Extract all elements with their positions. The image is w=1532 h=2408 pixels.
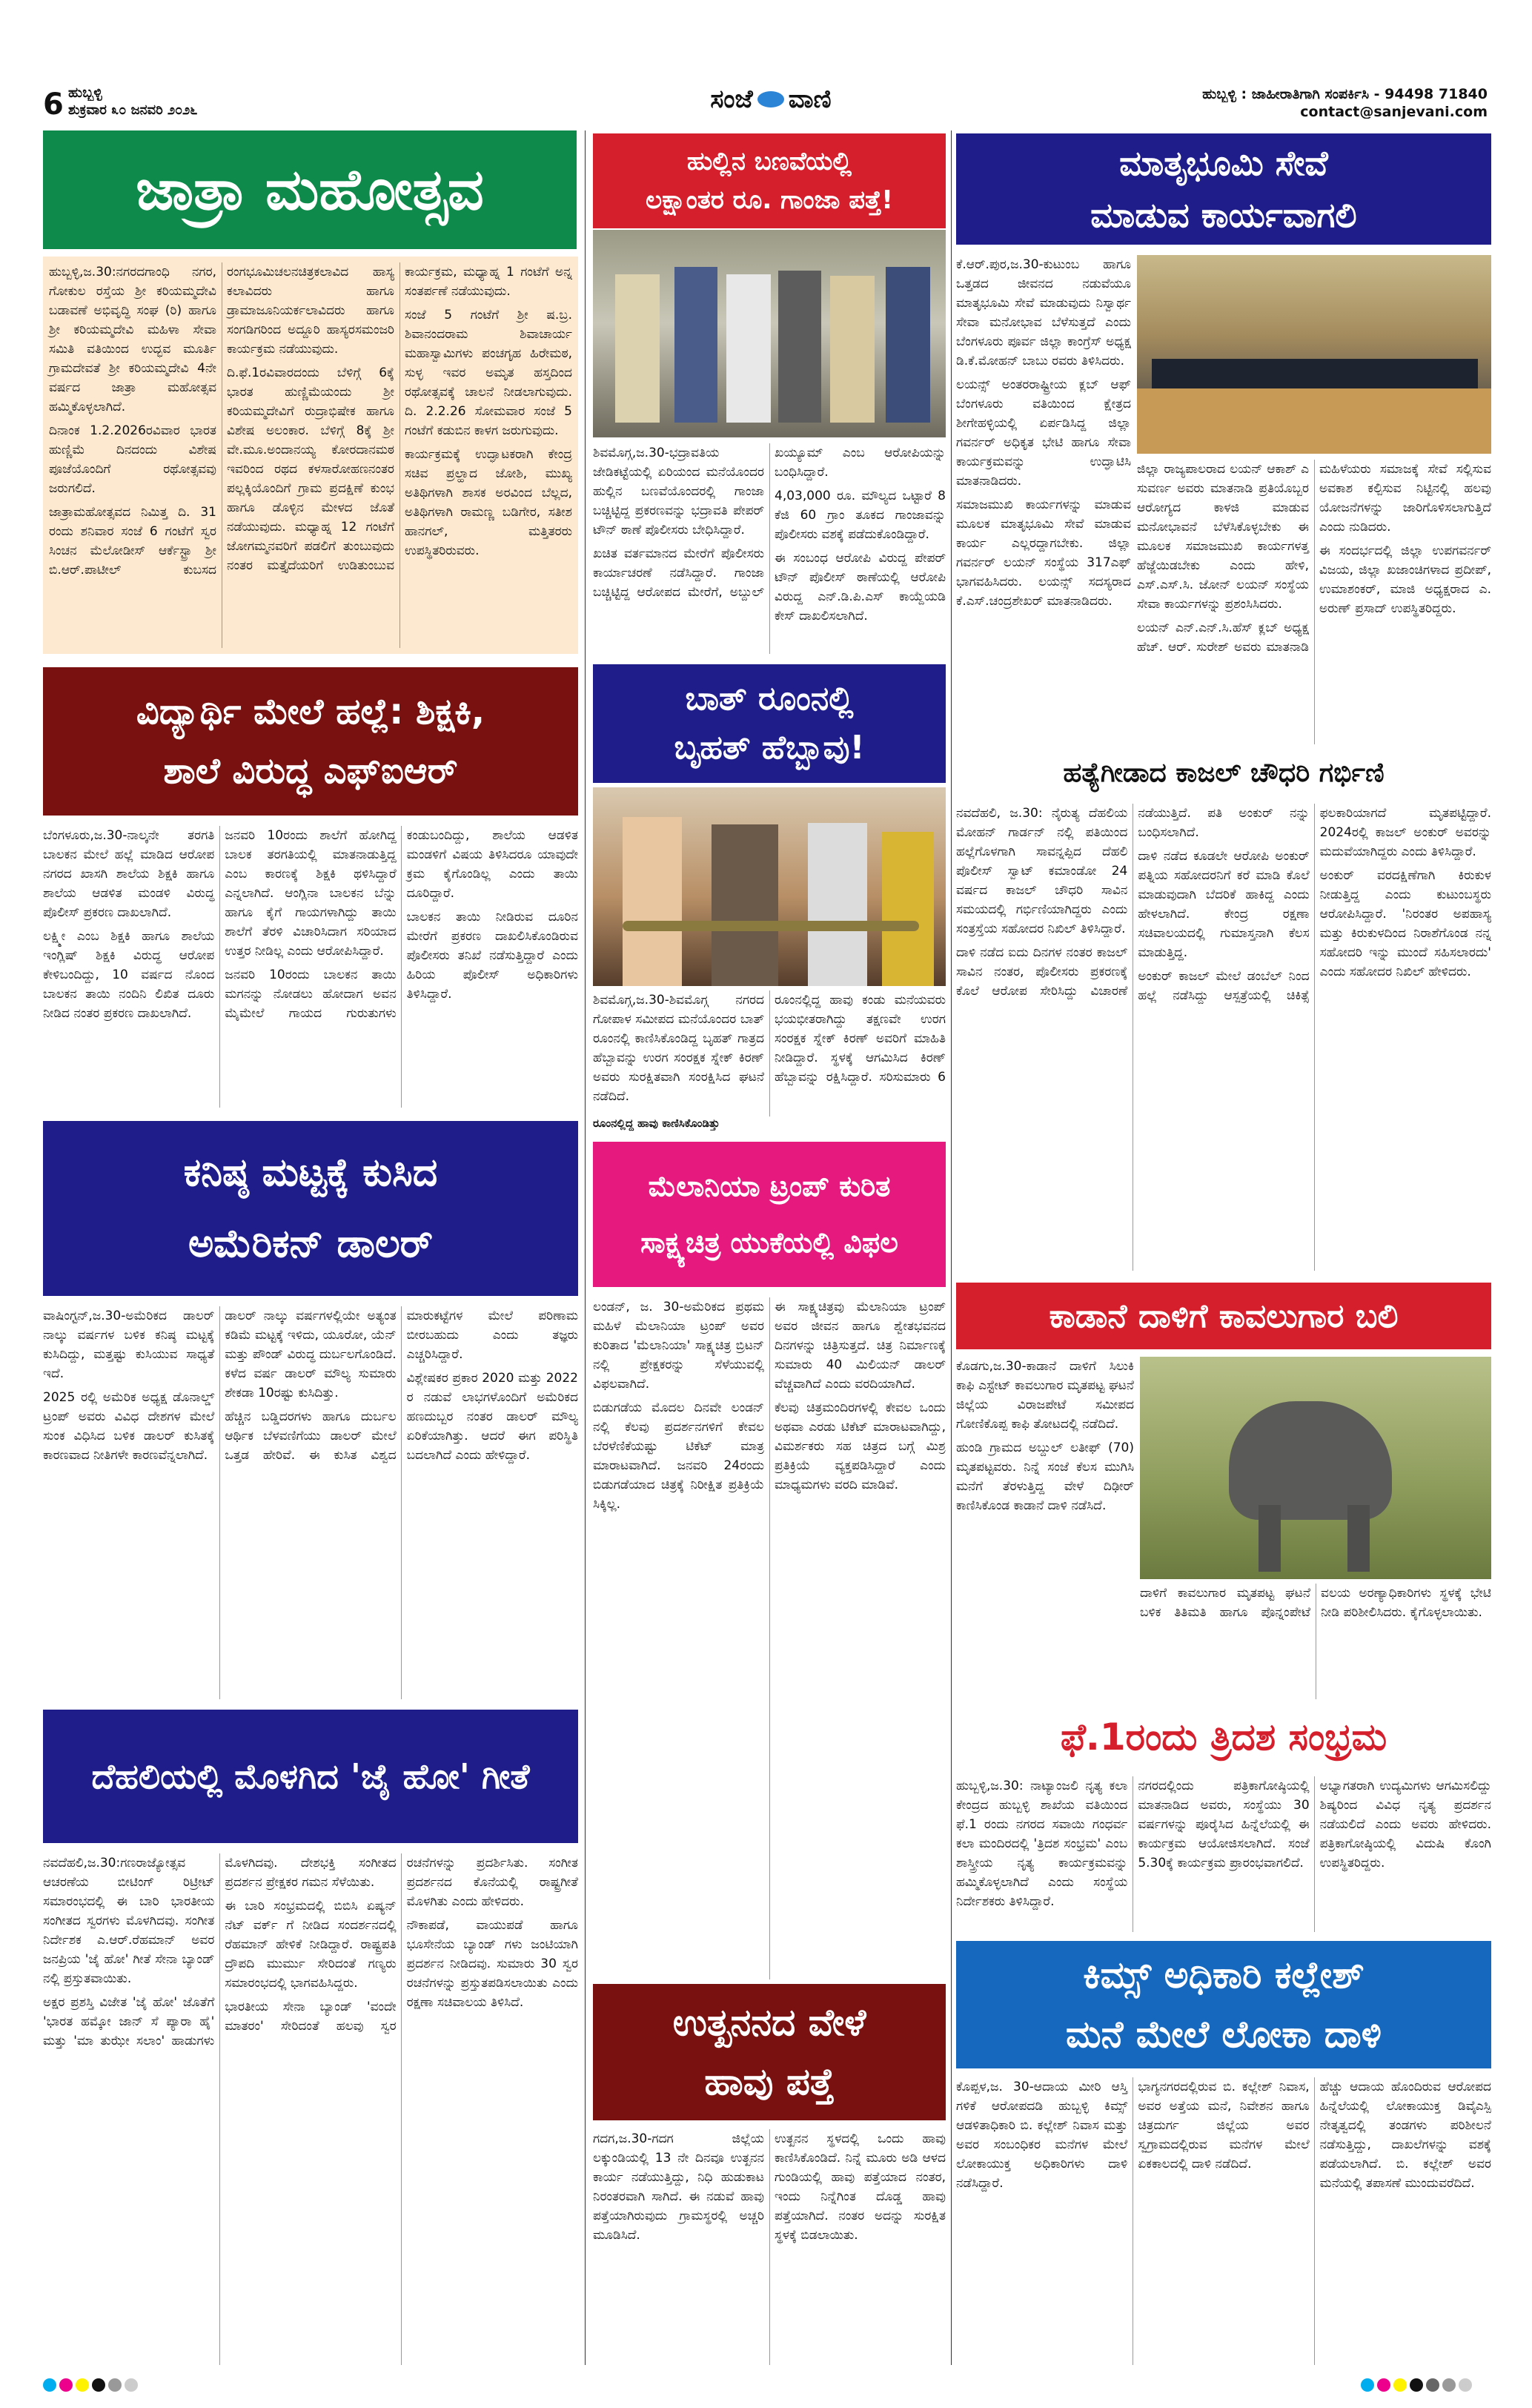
registration-marks-right: [1361, 2378, 1494, 2396]
elephant-body-left: ಕೊಡಗು,ಜ.30-ಕಾಡಾನೆ ದಾಳಿಗೆ ಸಿಲುಕಿ ಕಾಫಿ ಎಸ್ಟೇಟ್ ಕಾವಲುಗಾರ ಮೃತಪಟ್ಟ ಘಟನೆ ಜಿಲ್ಲೆಯ ವಿರಾಜಪೇಟೆ ಸಮೀಪದ ಗೋಣಿಕೊಪ್ಪ ಕಾಫಿ ತೋಟದಲ್ಲಿ ನಡೆದಿದೆ. ಹುಂಡಿ ಗ್ರಾಮದ ಅಬ್ದುಲ್ ಲತೀಫ್ (70) ಮೃತಪಟ್ಟವರು. ನಿನ್ನೆ ಸಂಜೆ ಕೆಲಸ ಮುಗಿಸಿ ಮನೆಗೆ ತೆರಳುತ್ತಿದ್ದ ವೇಳೆ ದಿಢೀರ್ ಕಾಣಿಸಿಕೊಂಡ ಕಾಡಾನೆ ದಾಳಿ ನಡೆಸಿದೆ.: [956, 1359, 1134, 1513]
vidyarthi-body: ಬೆಂಗಳೂರು,ಜ.30-ನಾಲ್ಕನೇ ತರಗತಿ ಬಾಲಕನ ಮೇಲೆ ಹಲ್ಲೆ ಮಾಡಿದ ಆರೋಪ ನಗರದ ಖಾಸಗಿ ಶಾಲೆಯ ಶಿಕ್ಷಕಿ ಹಾಗೂ ಶಾಲೆಯ ಆಡಳಿತ ಮಂಡಳಿ ವಿರುದ್ಧ ಪೊಲೀಸ್ ಪ್ರಕರಣ ದಾಖಲಾಗಿದೆ. ಲಕ್ಷ್ಮೀ ಎಂಬ ಶಿಕ್ಷಕಿ ಹಾಗೂ ಶಾಲೆಯ ಇಂಗ್ಲಿಷ್ ಶಿಕ್ಷಕಿ ವಿರುದ್ಧ ಆರೋಪ ಕೇಳಿಬಂದಿದ್ದು, 10 ವರ್ಷದ ನೊಂದ ಬಾಲಕನ ತಾಯಿ ನಂದಿನಿ ಲಿಖಿತ ದೂರು ನೀಡಿದ ನಂತರ ಪ್ರಕರಣ ದಾಖಲಾಗಿದೆ. ಜನವರಿ 10ರಂದು ಶಾಲೆಗೆ ಹೋಗಿದ್ದ ಬಾಲಕ ತರಗತಿಯಲ್ಲಿ ಮಾತನಾಡುತ್ತಿದ್ದ ಎಂಬ ಕಾರಣಕ್ಕೆ ಶಿಕ್ಷಕಿ ಥಳಿಸಿದ್ದಾರೆ ಎನ್ನಲಾಗಿದೆ. ಆಂಗ್ಲಿನಾ ಬಾಲಕನ ಬೆನ್ನು ಹಾಗೂ ಕೈಗೆ ಗಾಯಗಳಾಗಿದ್ದು ತಾಯಿ ಶಾಲೆಗೆ ತೆರಳಿ ವಿಚಾರಿಸಿದಾಗ ಸರಿಯಾದ ಉತ್ತರ ನೀಡಿಲ್ಲ ಎಂದು ಆರೋಪಿಸಿದ್ದಾರೆ. ಜನವರಿ 10ರಂದು ಬಾಲಕನ ತಾಯಿ ಮಗನನ್ನು ನೋಡಲು ಹೋದಾಗ ಅವನ ಮೈಮೇಲೆ ಗಾಯದ ಗುರುತುಗಳು ಕಂಡುಬಂದಿದ್ದು, ಶಾಲೆಯ ಆಡಳಿತ ಮಂಡಳಿಗೆ ವಿಷಯ ತಿಳಿಸಿದರೂ ಯಾವುದೇ ಕ್ರಮ ಕೈಗೊಂಡಿಲ್ಲ ಎಂದು ತಾಯಿ ದೂರಿದ್ದಾರೆ. ಬಾಲಕನ ತಾಯಿ ನೀಡಿರುವ ದೂರಿನ ಮೇರೆಗೆ ಪ್ರಕರಣ ದಾಖಲಿಸಿಕೊಂಡಿರುವ ಪೊಲೀಸರು ತನಿಖೆ ನಡೆಸುತ್ತಿದ್ದಾರೆ ಎಂದು ಹಿರಿಯ ಪೊಲೀಸ್ ಅಧಿಕಾರಿಗಳು ತಿಳಿಸಿದ್ದಾರೆ.: [43, 828, 578, 1021]
page-number: 6: [43, 87, 64, 119]
snake-photo-caption: ರೂಂನಲ್ಲಿದ್ದ ಹಾವು ಕಾಣಿಸಿಕೊಂಡಿತ್ತು: [593, 1117, 720, 1130]
bathroom-headline: ಬಾತ್ ರೂಂನಲ್ಲಿ ಬೃಹತ್ ಹೆಬ್ಬಾವು!: [593, 664, 946, 783]
jatra-headline: ಜಾತ್ರಾ ಮಹೋತ್ಸವ: [43, 130, 577, 249]
jaiho-body: ನವದೆಹಲಿ,ಜ.30:ಗಣರಾಜ್ಯೋತ್ಸವ ಆಚರಣೆಯ ಬೀಟಿಂಗ್ ರಿಟ್ರೀಟ್ ಸಮಾರಂಭದಲ್ಲಿ ಈ ಬಾರಿ ಭಾರತೀಯ ಸಂಗೀತದ ಸ್ವರಗಳು ಮೊಳಗಿದವು. ಸಂಗೀತ ನಿರ್ದೇಶಕ ಎ.ಆರ್.ರೆಹಮಾನ್ ಅವರ ಜನಪ್ರಿಯ 'ಜೈ ಹೋ' ಗೀತೆ ಸೇನಾ ಬ್ಯಾಂಡ್ ನಲ್ಲಿ ಪ್ರಸ್ತುತವಾಯಿತು. ಅಕ್ಷರ ಪ್ರಶಸ್ತಿ ವಿಜೇತ 'ಜೈ ಹೋ' ಜೊತೆಗೆ 'ಭಾರತ ಹಮ್ಕೋ ಜಾನ್ ಸೆ ಪ್ಯಾರಾ ಹೈ' ಮತ್ತು 'ಮಾ ತುಝೇ ಸಲಾಂ' ಹಾಡುಗಳು ಮೊಳಗಿದವು. ದೇಶಭಕ್ತಿ ಸಂಗೀತದ ಪ್ರದರ್ಶನ ಪ್ರೇಕ್ಷಕರ ಗಮನ ಸೆಳೆಯಿತು. ಈ ಬಾರಿ ಸಂಭ್ರಮದಲ್ಲಿ ಬಿಬಿಸಿ ಏಷ್ಯನ್ ನೆಟ್ ವರ್ಕ್ ಗೆ ನೀಡಿದ ಸಂದರ್ಶನದಲ್ಲಿ ರೆಹಮಾನ್ ಹೇಳಿಕೆ ನೀಡಿದ್ದಾರೆ. ರಾಷ್ಟ್ರಪತಿ ದ್ರೌಪದಿ ಮುರ್ಮು ಸೇರಿದಂತೆ ಗಣ್ಯರು ಸಮಾರಂಭದಲ್ಲಿ ಭಾಗವಹಿಸಿದ್ದರು. ಭಾರತೀಯ ಸೇನಾ ಬ್ಯಾಂಡ್ 'ವಂದೇ ಮಾತರಂ' ಸೇರಿದಂತೆ ಹಲವು ಸ್ವರ ರಚನೆಗಳನ್ನು ಪ್ರದರ್ಶಿಸಿತು. ಸಂಗೀತ ಪ್ರದರ್ಶನದ ಕೊನೆಯಲ್ಲಿ ರಾಷ್ಟ್ರಗೀತೆ ಮೊಳಗಿತು ಎಂದು ಹೇಳಿದರು. ನೌಕಾಪಡೆ, ವಾಯುಪಡೆ ಹಾಗೂ ಭೂಸೇನೆಯ ಬ್ಯಾಂಡ್ ಗಳು ಜಂಟಿಯಾಗಿ ಪ್ರದರ್ಶನ ನೀಡಿದವು. ಸುಮಾರು 30 ಸ್ವರ ರಚನೆಗಳನ್ನು ಪ್ರಸ್ತುತಪಡಿಸಲಾಯಿತು ಎಂದು ರಕ್ಷಣಾ ಸಚಿವಾಲಯ ತಿಳಿಸಿದೆ.: [43, 1856, 578, 2048]
hathya-body: ನವದೆಹಲಿ, ಜ.30: ನೈರುತ್ಯ ದೆಹಲಿಯ ಮೋಹನ್ ಗಾರ್ಡನ್ ನಲ್ಲಿ ಪತಿಯಿಂದ ಹಲ್ಲೆಗೊಳಗಾಗಿ ಸಾವನ್ನಪ್ಪಿದ ದೆಹಲಿ ಪೊಲೀಸ್ ಸ್ವಾಟ್ ಕಮಾಂಡೋ 24 ವರ್ಷದ ಕಾಜಲ್ ಚೌಧರಿ ಸಾವಿನ ಸಮಯದಲ್ಲಿ ಗರ್ಭಿಣಿಯಾಗಿದ್ದರು ಎಂದು ಸಂತ್ರಸ್ತೆಯ ಸಹೋದರ ನಿಖಿಲ್ ತಿಳಿಸಿದ್ದಾರೆ. ದಾಳಿ ನಡೆದ ಐದು ದಿನಗಳ ನಂತರ ಕಾಜಲ್ ಸಾವಿನ ನಂತರ, ಪೊಲೀಸರು ಪ್ರಕರಣಕ್ಕೆ ಕೊಲೆ ಆರೋಪ ಸೇರಿಸಿದ್ದು ವಿಚಾರಣೆ ನಡೆಯುತ್ತಿದೆ. ಪತಿ ಅಂಕುರ್ ನನ್ನು ಬಂಧಿಸಲಾಗಿದೆ. ದಾಳಿ ನಡೆದ ಕೂಡಲೇ ಆರೋಪಿ ಅಂಕುರ್ ಪತ್ನಿಯ ಸಹೋದರನಿಗೆ ಕರೆ ಮಾಡಿ ಕೊಲೆ ಮಾಡುವುದಾಗಿ ಬೆದರಿಕೆ ಹಾಕಿದ್ದ ಎಂದು ಹೇಳಲಾಗಿದೆ. ಕೇಂದ್ರ ರಕ್ಷಣಾ ಸಚಿವಾಲಯದಲ್ಲಿ ಗುಮಾಸ್ತನಾಗಿ ಕೆಲಸ ಮಾಡುತ್ತಿದ್ದ. ಅಂಕುರ್ ಕಾಜಲ್ ಮೇಲೆ ಡಂಬೆಲ್ ನಿಂದ ಹಲ್ಲೆ ನಡೆಸಿದ್ದು ಆಸ್ಪತ್ರೆಯಲ್ಲಿ ಚಿಕಿತ್ಸೆ ಫಲಕಾರಿಯಾಗದೆ ಮೃತಪಟ್ಟಿದ್ದಾರೆ. 2024ರಲ್ಲಿ ಕಾಜಲ್ ಅಂಕುರ್ ಅವರನ್ನು ಮದುವೆಯಾಗಿದ್ದರು ಎಂದು ತಿಳಿಸಿದ್ದಾರೆ. ಅಂಕುರ್ ವರದಕ್ಷಿಣೆಗಾಗಿ ಕಿರುಕುಳ ನೀಡುತ್ತಿದ್ದ ಎಂದು ಕುಟುಂಬಸ್ಥರು ಆರೋಪಿಸಿದ್ದಾರೆ. 'ನಿರಂತರ ಅಪಹಾಸ್ಯ ಮತ್ತು ಕಿರುಕುಳದಿಂದ ನಿರಾಶೆಗೊಂಡ ನನ್ನ ಸಹೋದರಿ ಇನ್ನು ಮುಂದೆ ಸಹಿಸಲಾರದು' ಎಂದು ಸಹೋದರ ನಿಖಿಲ್ ಹೇಳಿದರು.: [956, 806, 1491, 1003]
ganja-body: ಶಿವಮೊಗ್ಗ,ಜ.30-ಭದ್ರಾವತಿಯ ಜೇಡಿಕಟ್ಟೆಯಲ್ಲಿ ಏರಿಯಂದ ಮನೆಯೊಂದರ ಹುಲ್ಲಿನ ಬಣವೆಯೊಂದರಲ್ಲಿ ಗಾಂಜಾ ಬಚ್ಚಿಟ್ಟಿದ್ದ ಪ್ರಕರಣವನ್ನು ಭದ್ರಾವತಿ ಪೇಪರ್ ಟೌನ್ ಠಾಣೆ ಪೊಲೀಸರು ಬೇಧಿಸಿದ್ದಾರೆ. ಖಚಿತ ವರ್ತಮಾನದ ಮೇರೆಗೆ ಪೊಲೀಸರು ಕಾರ್ಯಾಚರಣೆ ನಡೆಸಿದ್ದಾರೆ. ಗಾಂಜಾ ಬಚ್ಚಿಟ್ಟಿದ್ದ ಆರೋಪದ ಮೇರೆಗೆ, ಅಬ್ದುಲ್ ಖಯ್ಯೂಮ್ ಎಂಬ ಆರೋಪಿಯನ್ನು ಬಂಧಿಸಿದ್ದಾರೆ. 4,03,000 ರೂ. ಮೌಲ್ಯದ ಒಟ್ಟಾರೆ 8 ಕೆಜಿ 60 ಗ್ರಾಂ ತೂಕದ ಗಾಂಜಾವನ್ನು ಪೊಲೀಸರು ವಶಕ್ಕೆ ಪಡೆದುಕೊಂಡಿದ್ದಾರೆ. ಈ ಸಂಬಂಧ ಆರೋಪಿ ವಿರುದ್ದ ಪೇಪರ್ ಟೌನ್ ಪೊಲೀಸ್ ಠಾಣೆಯಲ್ಲಿ ಆರೋಪಿ ವಿರುದ್ದ ಎನ್.ಡಿ.ಪಿ.ಎಸ್ ಕಾಯ್ದೆಯಡಿ ಕೇಸ್ ದಾಖಲಿಸಲಾಗಿದೆ.: [593, 446, 946, 624]
city-left: ಹುಬ್ಬಳ್ಳಿ: [68, 85, 102, 101]
logo-text-right: ವಾಣಿ: [788, 85, 832, 114]
contact-email: contact@sanjevani.com: [1300, 104, 1488, 119]
trishada-headline: ಫೆ.1ರಂದು ತ್ರಿದಶ ಸಂಭ್ರಮ: [1060, 1715, 1387, 1759]
kims-body: ಕೊಪ್ಪಳ,ಜ. 30-ಆದಾಯ ಮೀರಿ ಆಸ್ತಿ ಗಳಿಕೆ ಆರೋಪದಡಿ ಹುಬ್ಬಳ್ಳಿ ಕಿಮ್ಸ್ ಆಡಳಿತಾಧಿಕಾರಿ ಬಿ. ಕಲ್ಲೇಶ್ ನಿವಾಸ ಮತ್ತು ಅವರ ಸಂಬಂಧಿಕರ ಮನೆಗಳ ಮೇಲೆ ಲೋಕಾಯುಕ್ತ ಅಧಿಕಾರಿಗಳು ದಾಳಿ ನಡೆಸಿದ್ದಾರೆ. ಭಾಗ್ಯನಗರದಲ್ಲಿರುವ ಬಿ. ಕಲ್ಲೇಶ್ ನಿವಾಸ, ಅವರ ಅತ್ತೆಯ ಮನೆ, ನಿವೇಶನ ಹಾಗೂ ಚಿತ್ರದುರ್ಗ ಜಿಲ್ಲೆಯ ಅವರ ಸ್ವಗ್ರಾಮದಲ್ಲಿರುವ ಮನೆಗಳ ಮೇಲೆ ಏಕಕಾಲದಲ್ಲಿ ದಾಳಿ ನಡೆದಿದೆ. ಹೆಚ್ಚು ಆದಾಯ ಹೊಂದಿರುವ ಆರೋಪದ ಹಿನ್ನೆಲೆಯಲ್ಲಿ ಲೋಕಾಯುಕ್ತ ಡಿವೈಎಸ್ಪಿ ನೇತೃತ್ವದಲ್ಲಿ ತಂಡಗಳು ಪರಿಶೀಲನೆ ನಡೆಸುತ್ತಿದ್ದು, ದಾಖಲೆಗಳನ್ನು ವಶಕ್ಕೆ ಪಡೆಯಲಾಗಿದೆ. ಬಿ. ಕಲ್ಲೇಶ್ ಅವರ ಮನೆಯಲ್ಲಿ ತಪಾಸಣೆ ಮುಂದುವರೆದಿದೆ.: [956, 2080, 1491, 2191]
hathya-headline: ಹತ್ಯೆಗೀಡಾದ ಕಾಜಲ್ ಚೌಧರಿ ಗರ್ಭಿಣಿ: [1063, 758, 1385, 788]
logo: [652, 82, 889, 117]
registration-marks-left: [43, 2378, 162, 2396]
melania-body: ಲಂಡನ್, ಜ. 30-ಅಮೆರಿಕದ ಪ್ರಥಮ ಮಹಿಳೆ ಮೆಲಾನಿಯಾ ಟ್ರಂಪ್ ಅವರ ಕುರಿತಾದ 'ಮೆಲಾನಿಯಾ' ಸಾಕ್ಷ್ಯಚಿತ್ರ ಬ್ರಿಟನ್ ನಲ್ಲಿ ಪ್ರೇಕ್ಷಕರನ್ನು ಸೆಳೆಯುವಲ್ಲಿ ವಿಫಲವಾಗಿದೆ. ಬಿಡುಗಡೆಯ ಮೊದಲ ದಿನವೇ ಲಂಡನ್ ನಲ್ಲಿ ಕೆಲವು ಪ್ರದರ್ಶನಗಳಿಗೆ ಕೇವಲ ಬೆರಳೆಣಿಕೆಯಷ್ಟು ಟಿಕೆಟ್ ಮಾತ್ರ ಮಾರಾಟವಾಗಿದೆ. ಜನವರಿ 24ರಂದು ಬಿಡುಗಡೆಯಾದ ಚಿತ್ರಕ್ಕೆ ನಿರೀಕ್ಷಿತ ಪ್ರತಿಕ್ರಿಯೆ ಸಿಕ್ಕಿಲ್ಲ. ಈ ಸಾಕ್ಷ್ಯಚಿತ್ರವು ಮೆಲಾನಿಯಾ ಟ್ರಂಪ್ ಅವರ ಜೀವನ ಹಾಗೂ ಶ್ವೇತಭವನದ ದಿನಗಳನ್ನು ಚಿತ್ರಿಸುತ್ತದೆ. ಚಿತ್ರ ನಿರ್ಮಾಣಕ್ಕೆ ಸುಮಾರು 40 ಮಿಲಿಯನ್ ಡಾಲರ್ ವೆಚ್ಚವಾಗಿದೆ ಎಂದು ವರದಿಯಾಗಿದೆ. ಕೆಲವು ಚಿತ್ರಮಂದಿರಗಳಲ್ಲಿ ಕೇವಲ ಒಂದು ಅಥವಾ ಎರಡು ಟಿಕೆಟ್ ಮಾರಾಟವಾಗಿದ್ದು, ವಿಮರ್ಶಕರು ಸಹ ಚಿತ್ರದ ಬಗ್ಗೆ ಮಿಶ್ರ ಪ್ರತಿಕ್ರಿಯೆ ವ್ಯಕ್ತಪಡಿಸಿದ್ದಾರೆ ಎಂದು ಮಾಧ್ಯಮಗಳು ವರದಿ ಮಾಡಿವೆ.: [593, 1300, 946, 1512]
dollar-body: ವಾಷಿಂಗ್ಟನ್,ಜ.30-ಅಮೆರಿಕದ ಡಾಲರ್ ನಾಲ್ಕು ವರ್ಷಗಳ ಬಳಿಕ ಕನಿಷ್ಠ ಮಟ್ಟಕ್ಕೆ ಕುಸಿದಿದ್ದು, ಮತ್ತಷ್ಟು ಕುಸಿಯುವ ಸಾಧ್ಯತೆ ಇದೆ. 2025 ರಲ್ಲಿ ಅಮೆರಿಕ ಅಧ್ಯಕ್ಷ ಡೊನಾಲ್ಡ್ ಟ್ರಂಪ್ ಅವರು ವಿವಿಧ ದೇಶಗಳ ಮೇಲೆ ಸುಂಕ ವಿಧಿಸಿದ ಬಳಿಕ ಡಾಲರ್ ಕುಸಿತಕ್ಕೆ ಕಾರಣವಾದ ನೀತಿಗಳೇ ಕಾರಣವೆನ್ನಲಾಗಿದೆ. ಡಾಲರ್ ನಾಲ್ಕು ವರ್ಷಗಳಲ್ಲಿಯೇ ಅತ್ಯಂತ ಕಡಿಮೆ ಮಟ್ಟಕ್ಕೆ ಇಳಿದು, ಯೂರೋ, ಯೆನ್ ಮತ್ತು ಪೌಂಡ್ ವಿರುದ್ಧ ದುರ್ಬಲಗೊಂಡಿದೆ. ಕಳೆದ ವರ್ಷ ಡಾಲರ್ ಮೌಲ್ಯ ಸುಮಾರು ಶೇಕಡಾ 10ರಷ್ಟು ಕುಸಿದಿತ್ತು. ಹೆಚ್ಚಿನ ಬಡ್ಡಿದರಗಳು ಹಾಗೂ ದುರ್ಬಲ ಆರ್ಥಿಕ ಬೆಳವಣಿಗೆಯು ಡಾಲರ್ ಮೇಲೆ ಒತ್ತಡ ಹೇರಿವೆ. ಈ ಕುಸಿತ ವಿಶ್ವದ ಮಾರುಕಟ್ಟೆಗಳ ಮೇಲೆ ಪರಿಣಾಮ ಬೀರಬಹುದು ಎಂದು ತಜ್ಞರು ಎಚ್ಚರಿಸಿದ್ದಾರೆ. ವಿಶ್ಲೇಷಕರ ಪ್ರಕಾರ 2020 ಮತ್ತು 2022 ರ ನಡುವೆ ಲಾಭಗಳೊಂದಿಗೆ ಅಮೆರಿಕದ ಹಣದುಬ್ಬರ ನಂತರ ಡಾಲರ್ ಮೌಲ್ಯ ಏರಿಕೆಯಾಗಿತ್ತು. ಆದರೆ ಈಗ ಪರಿಸ್ಥಿತಿ ಬದಲಾಗಿದೆ ಎಂದು ಹೇಳಿದ್ದಾರೆ.: [43, 1309, 578, 1463]
hava-headline: ಉತ್ಖನನದ ವೇಳೆ ಹಾವು ಪತ್ತೆ: [593, 1984, 946, 2120]
matrubhumi-body-right: ಜಿಲ್ಲಾ ರಾಜ್ಯಪಾಲರಾದ ಲಯನ್ ಆಕಾಶ್ ಎ ಸುವರ್ಣ ಅವರು ಮಾತನಾಡಿ ಪ್ರತಿಯೊಬ್ಬರ ಆರೋಗ್ಯದ ಕಾಳಜಿ ಮಾಡುವ ಮನೋಭಾವನೆ ಬೆಳೆಸಿಕೊಳ್ಳಬೇಕು ಈ ಮೂಲಕ ಸಮಾಜಮುಖಿ ಕಾರ್ಯಗಳತ್ತ ಹೆಜ್ಜೆಯಿಡಬೇಕು ಎಂದು ಹೇಳಿ, ಎಸ್.ಎಸ್.ಸಿ. ಜೋನ್ ಲಯನ್ ಸಂಸ್ಥೆಯ ಸೇವಾ ಕಾರ್ಯಗಳನ್ನು ಪ್ರಶಂಸಿಸಿದರು. ಲಯನ್ ಎನ್.ಎನ್.ಸಿ.ಹೆಸ್ ಕ್ಲಬ್ ಅಧ್ಯಕ್ಷ ಹೆಚ್. ಆರ್. ಸುರೇಶ್ ಅವರು ಮಾತನಾಡಿ ಮಹಿಳೆಯರು ಸಮಾಜಕ್ಕೆ ಸೇವೆ ಸಲ್ಲಿಸುವ ಅವಕಾಶ ಕಲ್ಪಿಸುವ ನಿಟ್ಟಿನಲ್ಲಿ ಹಲವು ಯೋಜನೆಗಳನ್ನು ಜಾರಿಗೊಳಿಸಲಾಗುತ್ತಿದೆ ಎಂದು ನುಡಿದರು. ಈ ಸಂದರ್ಭದಲ್ಲಿ ಜಿಲ್ಲಾ ಉಪಗವರ್ನರ್ ವಿಜಯ, ಜಿಲ್ಲಾ ಖಜಾಂಚಿಗಳಾದ ಪ್ರದೀಪ್, ಉಮಾಶಂಕರ್, ಮಾಜಿ ಅಧ್ಯಕ್ಷರಾದ ಎ. ಅರುಣ್ ಪ್ರಸಾದ್ ಉಪಸ್ಥಿತರಿದ್ದರು.: [1137, 462, 1491, 655]
vidyarthi-headline: ವಿದ್ಯಾರ್ಥಿ ಮೇಲೆ ಹಲ್ಲೆ: ಶಿಕ್ಷಕಿ, ಶಾಲೆ ವಿರುದ್ಧ ಎಫ್‌ಐಆರ್: [43, 667, 578, 816]
elephant-headline: ಕಾಡಾನೆ ದಾಳಿಗೆ ಕಾವಲುಗಾರ ಬಲಿ: [956, 1283, 1491, 1349]
column-rule-1: [585, 130, 586, 2365]
bathroom-photo: [593, 787, 946, 986]
bathroom-body: ಶಿವಮೊಗ್ಗ,ಜ.30-ಶಿವಮೊಗ್ಗ ನಗರದ ಗೋಪಾಳ ಸಮೀಪದ ಮನೆಯೊಂದರ ಬಾತ್ ರೂಂನಲ್ಲಿ ಕಾಣಿಸಿಕೊಂಡಿದ್ದ ಬೃಹತ್ ಗಾತ್ರದ ಹೆಬ್ಬಾವನ್ನು ಉರಗ ಸಂರಕ್ಷಕ ಸ್ನೇಕ್ ಕಿರಣ್ ಅವರು ಸುರಕ್ಷಿತವಾಗಿ ಸಂರಕ್ಷಿಸಿದ ಘಟನೆ ನಡೆದಿದೆ. ರೂಂನಲ್ಲಿದ್ದ ಹಾವು ಕಂಡು ಮನೆಯವರು ಭಯಭೀತರಾಗಿದ್ದು ತಕ್ಷಣವೇ ಉರಗ ಸಂರಕ್ಷಕ ಸ್ನೇಕ್ ಕಿರಣ್ ಅವರಿಗೆ ಮಾಹಿತಿ ನೀಡಿದ್ದಾರೆ. ಸ್ಥಳಕ್ಕೆ ಆಗಮಿಸಿದ ಕಿರಣ್ ಹೆಬ್ಬಾವನ್ನು ರಕ್ಷಿಸಿದ್ದಾರೆ. ಸರಿಸುಮಾರು 6: [593, 993, 946, 1104]
elephant-photo: [1140, 1357, 1491, 1579]
kims-headline: ಕಿಮ್ಸ್ ಅಧಿಕಾರಿ ಕಲ್ಲೇಶ್ ಮನೆ ಮೇಲೆ ಲೋಕಾ ದಾಳಿ: [956, 1941, 1491, 2068]
elephant-body-right: ದಾಳಿಗೆ ಕಾವಲುಗಾರ ಮೃತಪಟ್ಟ ಘಟನೆ ಬಳಿಕ ತಿತಿಮತಿ ಹಾಗೂ ಪೊನ್ನಂಪೇಟೆ ವಲಯ ಅರಣ್ಯಾಧಿಕಾರಿಗಳು ಸ್ಥಳಕ್ಕೆ ಭೇಟಿ ನೀಡಿ ಪರಿಶೀಲಿಸಿದರು. ಕೈಗೊಳ್ಳಲಾಯಿತು.: [1140, 1586, 1491, 1620]
ganja-headline: ಹುಲ್ಲಿನ ಬಣವೆಯಲ್ಲಿ ಲಕ್ಷಾಂತರ ರೂ. ಗಾಂಜಾ ಪತ್ತೆ!: [593, 133, 946, 228]
melania-headline: ಮೆಲಾನಿಯಾ ಟ್ರಂಪ್ ಕುರಿತ ಸಾಕ್ಷ್ಯಚಿತ್ರ ಯುಕೆಯಲ್ಲಿ ವಿಫಲ: [593, 1142, 946, 1287]
globe-icon: [757, 91, 784, 108]
issue-date: ಶುಕ್ರವಾರ ೩೦ ಜನವರಿ ೨೦೨೬: [68, 102, 198, 118]
trishada-body: ಹುಬ್ಬಳ್ಳಿ,ಜ.30: ನಾಟ್ಯಾಂಜಲಿ ನೃತ್ಯ ಕಲಾ ಕೇಂದ್ರದ ಹುಬ್ಬಳ್ಳಿ ಶಾಖೆಯ ವತಿಯಿಂದ ಫೆ.1 ರಂದು ನಗರದ ಸವಾಯಿ ಗಂಧರ್ವ ಕಲಾ ಮಂದಿರದಲ್ಲಿ 'ತ್ರಿದಶ ಸಂಭ್ರಮ' ಎಂಬ ಶಾಸ್ತ್ರೀಯ ನೃತ್ಯ ಕಾರ್ಯಕ್ರಮವನ್ನು ಹಮ್ಮಿಕೊಳ್ಳಲಾಗಿದೆ ಎಂದು ಸಂಸ್ಥೆಯ ನಿರ್ದೇಶಕರು ತಿಳಿಸಿದ್ದಾರೆ. ನಗರದಲ್ಲಿಂದು ಪತ್ರಿಕಾಗೋಷ್ಠಿಯಲ್ಲಿ ಮಾತನಾಡಿದ ಅವರು, ಸಂಸ್ಥೆಯು 30 ವರ್ಷಗಳನ್ನು ಪೂರೈಸಿದ ಹಿನ್ನೆಲೆಯಲ್ಲಿ ಈ ಕಾರ್ಯಕ್ರಮ ಆಯೋಜಿಸಲಾಗಿದೆ. ಸಂಜೆ 5.30ಕ್ಕೆ ಕಾರ್ಯಕ್ರಮ ಪ್ರಾರಂಭವಾಗಲಿದೆ. ಅಭ್ಯಾಗತರಾಗಿ ಉದ್ಯಮಿಗಳು ಆಗಮಿಸಲಿದ್ದು ಶಿಷ್ಯರಿಂದ ವಿವಿಧ ನೃತ್ಯ ಪ್ರದರ್ಶನ ನಡೆಯಲಿದೆ ಎಂದು ಅವರು ಹೇಳಿದರು. ಪತ್ರಿಕಾಗೋಷ್ಠಿಯಲ್ಲಿ ವಿದುಷಿ ಕೊಂಗಿ ಉಪಸ್ಥಿತರಿದ್ದರು.: [956, 1779, 1491, 1909]
ganja-photo: [593, 230, 946, 437]
hava-body: ಗದಗ,ಜ.30-ಗದಗ ಜಿಲ್ಲೆಯ ಲಕ್ಕುಂಡಿಯಲ್ಲಿ 13 ನೇ ದಿನವೂ ಉತ್ಖನನ ಕಾರ್ಯ ನಡೆಯುತ್ತಿದ್ದು, ನಿಧಿ ಹುಡುಕಾಟ ನಿರಂತರವಾಗಿ ಸಾಗಿದೆ. ಈ ನಡುವೆ ಹಾವು ಪತ್ತೆಯಾಗಿರುವುದು ಗ್ರಾಮಸ್ಥರಲ್ಲಿ ಅಚ್ಚರಿ ಮೂಡಿಸಿದೆ. ಉತ್ಖನನ ಸ್ಥಳದಲ್ಲಿ ಒಂದು ಹಾವು ಕಾಣಿಸಿಕೊಂಡಿದೆ. ನಿನ್ನೆ ಮೂರು ಅಡಿ ಆಳದ ಗುಂಡಿಯಲ್ಲಿ ಹಾವು ಪತ್ತೆಯಾದ ನಂತರ, ಇಂದು ನಿನ್ನೆಗಿಂತ ದೊಡ್ಡ ಹಾವು ಪತ್ತೆಯಾಗಿದೆ. ನಂತರ ಅದನ್ನು ಸುರಕ್ಷಿತ ಸ್ಥಳಕ್ಕೆ ಬಿಡಲಾಯಿತು.: [593, 2131, 946, 2243]
column-rule-2: [951, 130, 952, 2365]
matrubhumi-headline: ಮಾತೃಭೂಮಿ ಸೇವೆ ಮಾಡುವ ಕಾರ್ಯವಾಗಲಿ: [956, 133, 1491, 245]
matrubhumi-photo: [1137, 255, 1491, 454]
matrubhumi-body-left: ಕೆ.ಆರ್.ಪುರ,ಜ.30-ಕುಟುಂಬ ಹಾಗೂ ಒತ್ತಡದ ಜೀವನದ ನಡುವೆಯೂ ಮಾತೃಭೂಮಿ ಸೇವೆ ಮಾಡುವುದು ನಿಸ್ವಾರ್ಥ ಸೇವಾ ಮನೋಭಾವ ಬೆಳೆಸುತ್ತದೆ ಎಂದು ಬೆಂಗಳೂರು ಪೂರ್ವ ಜಿಲ್ಲಾ ಕಾಂಗ್ರೆಸ್ ಅಧ್ಯಕ್ಷ ಡಿ.ಕೆ.ಮೋಹನ್ ಬಾಬು ರವರು ತಿಳಿಸಿದರು. ಲಯನ್ಸ್ ಅಂತರರಾಷ್ಟ್ರೀಯ ಕ್ಲಬ್ ಆಫ್ ಬೆಂಗಳೂರು ವತಿಯಿಂದ ಕ್ಷೇತ್ರದ ಶೀಗೇಹಳ್ಳಿಯಲ್ಲಿ ಏರ್ಪಡಿಸಿದ್ದ ಜಿಲ್ಲಾ ಗವರ್ನರ್ ಅಧಿಕೃತ ಭೇಟಿ ಹಾಗೂ ಸೇವಾ ಕಾರ್ಯಕ್ರಮವನ್ನು ಉದ್ಘಾಟಿಸಿ ಮಾತನಾಡಿದರು. ಸಮಾಜಮುಖಿ ಕಾರ್ಯಗಳನ್ನು ಮಾಡುವ ಮೂಲಕ ಮಾತೃಭೂಮಿ ಸೇವೆ ಮಾಡುವ ಕಾರ್ಯ ಎಲ್ಲರದ್ದಾಗಬೇಕು. ಜಿಲ್ಲಾ ಗವರ್ನರ್ ಲಯನ್ ಸಂಸ್ಥೆಯ 317ಎಫ್ ಭಾಗವಹಿಸಿದರು. ಲಯನ್ಸ್ ಸದಸ್ಯರಾದ ಕೆ.ಎಸ್.ಚಂದ್ರಶೇಖರ್ ಮಾತನಾಡಿದರು.: [956, 257, 1131, 609]
dollar-headline: ಕನಿಷ್ಠ ಮಟ್ಟಕ್ಕೆ ಕುಸಿದ ಅಮೆರಿಕನ್ ಡಾಲರ್: [43, 1121, 578, 1296]
logo-text-left: ಸಂಜೆ: [710, 85, 753, 114]
jatra-body: ಹುಬ್ಬಳ್ಳಿ,ಜ.30:ನಗರದಗಾಂಧಿ ನಗರ, ಗೋಕುಲ ರಸ್ತೆಯ ಶ್ರೀ ಕರಿಯಮ್ಮದೇವಿ ಬಡಾವಣೆ ಅಭಿವೃದ್ಧಿ ಸಂಘ (ರಿ) ಹಾಗೂ ಶ್ರೀ ಕರಿಯಮ್ಮದೇವಿ ಮಹಿಳಾ ಸೇವಾ ಸಮಿತಿ ವತಿಯಿಂದ ಉದ್ಭವ ಮೂರ್ತಿ ಗ್ರಾಮದೇವತೆ ಶ್ರೀ ಕರಿಯಮ್ಮದೇವಿ 4ನೇ ವರ್ಷದ ಜಾತ್ರಾ ಮಹೋತ್ಸವ ಹಮ್ಮಿಕೊಳ್ಳಲಾಗಿದೆ. ದಿನಾಂಕ 1.2.2026ರವಿವಾರ ಭಾರತ ಹುಣ್ಣಿಮೆ ದಿನದಂದು ವಿಶೇಷ ಪೂಜೆಯೊಂದಿಗೆ ರಥೋತ್ಸವವು ಜರುಗಲಿದೆ. ಜಾತ್ರಾಮಹೋತ್ಸವದ ನಿಮಿತ್ತ ದಿ. 31 ರಂದು ಶನಿವಾರ ಸಂಜೆ 6 ಗಂಟೆಗೆ ಸ್ವರ ಸಿಂಚನ ಮೆಲೋಡೀಸ್ ಆರ್ಕೆಸ್ಟ್ರಾ ಶ್ರೀ ಬಿ.ಆರ್.ಪಾಟೀಲ್ ಕುಬಸದ ರಂಗಭೂಮಿಚಲನಚಿತ್ರಕಲಾವಿದ ಹಾಸ್ಯ ಕಲಾವಿದರು ಹಾಗೂ ಡ್ರಾಮಾಜೂನಿಯರ್ಕಲಾವಿದರು ಹಾಗೂ ಸಂಗಡಿಗರಿಂದ ಅದ್ದೂರಿ ಹಾಸ್ಯರಸಮಂಜರಿ ಕಾರ್ಯಕ್ರಮ ನಡೆಯುವುದು. ದಿ.ಫೆ.1ರವಿವಾರದಂದು ಬೆಳಿಗ್ಗೆ 6ಕ್ಕೆ ಭಾರತ ಹುಣ್ಣಿಮೆಯಂದು ಶ್ರೀ ಕರಿಯಮ್ಮದೇವಿಗೆ ರುದ್ರಾಭಿಷೇಕ ಹಾಗೂ ವಿಶೇಷ ಅಲಂಕಾರ. ಬೆಳಿಗ್ಗೆ 8ಕ್ಕೆ ಶ್ರೀ ವೇ.ಮೂ.ಅಂದಾನಯ್ಯ ಕೋರದಾನಮಠ ಇವರಿಂದ ರಥದ ಕಳಸಾರೋಹಣನಂತರ ಪಲ್ಲಕ್ಕಿಯೊಂದಿಗೆ ಗ್ರಾಮ ಪ್ರದಕ್ಷಿಣೆ ಕುಂಭ ಹಾಗೂ ಡೊಳ್ಳಿನ ಮೇಳದ ಜೊತೆ ನಡೆಯುವುದು. ಮಧ್ಯಾಹ್ನ 12 ಗಂಟೆಗೆ ಜೋಗಮ್ಮನವರಿಗೆ ಪಡಲಿಗೆ ತುಂಬುವುದು ನಂತರ ಮತ್ತೈದೆಯರಿಗೆ ಉಡಿತುಂಬುವ ಕಾರ್ಯಕ್ರಮ, ಮಧ್ಯಾಹ್ನ 1 ಗಂಟೆಗೆ ಅನ್ನ ಸಂತರ್ಪಣೆ ನಡೆಯುವುದು. ಸಂಜೆ 5 ಗಂಟೆಗೆ ಶ್ರೀ ಷ.ಬ್ರ. ಶಿವಾನಂದರಾಮ ಶಿವಾಚಾರ್ಯ ಮಹಾಸ್ವಾಮಿಗಳು ಪಂಚಗೃಹ ಹಿರೇಮಠ, ಸುಳ್ಳ ಇವರ ಅಮೃತ ಹಸ್ತದಿಂದ ರಥೋತ್ಸವಕ್ಕೆ ಚಾಲನೆ ನೀಡಲಾಗುವುದು. ದಿ. 2.2.26 ಸೋಮವಾರ ಸಂಜೆ 5 ಗಂಟೆಗೆ ಕಡುಬಿನ ಕಾಳಗ ಜರುಗುವುದು. ಕಾರ್ಯಕ್ರಮಕ್ಕೆ ಉದ್ಘಾಟಕರಾಗಿ ಕೇಂದ್ರ ಸಚಿವ ಪ್ರಲ್ಹಾದ ಜೋಶಿ, ಮುಖ್ಯ ಅತಿಥಿಗಳಾಗಿ ಶಾಸಕ ಅರವಿಂದ ಬೆಲ್ಲದ, ಅತಿಥಿಗಳಾಗಿ ರಾಮಣ್ಣ ಬಡಿಗೇರ, ಸತೀಶ ಹಾನಗಲ್, ಮತ್ತಿತರರು ಉಪಸ್ಥಿತರಿರುವರು.: [43, 257, 578, 654]
masthead: [0, 0, 1532, 119]
jaiho-headline: ದೆಹಲಿಯಲ್ಲಿ ಮೊಳಗಿದ 'ಜೈ ಹೋ' ಗೀತೆ: [43, 1710, 578, 1843]
contact-line: ಹುಬ್ಬಳ್ಳಿ : ಜಾಹೀರಾತಿಗಾಗಿ ಸಂಪರ್ಕಿಸಿ - 94498 71840: [1202, 86, 1488, 102]
